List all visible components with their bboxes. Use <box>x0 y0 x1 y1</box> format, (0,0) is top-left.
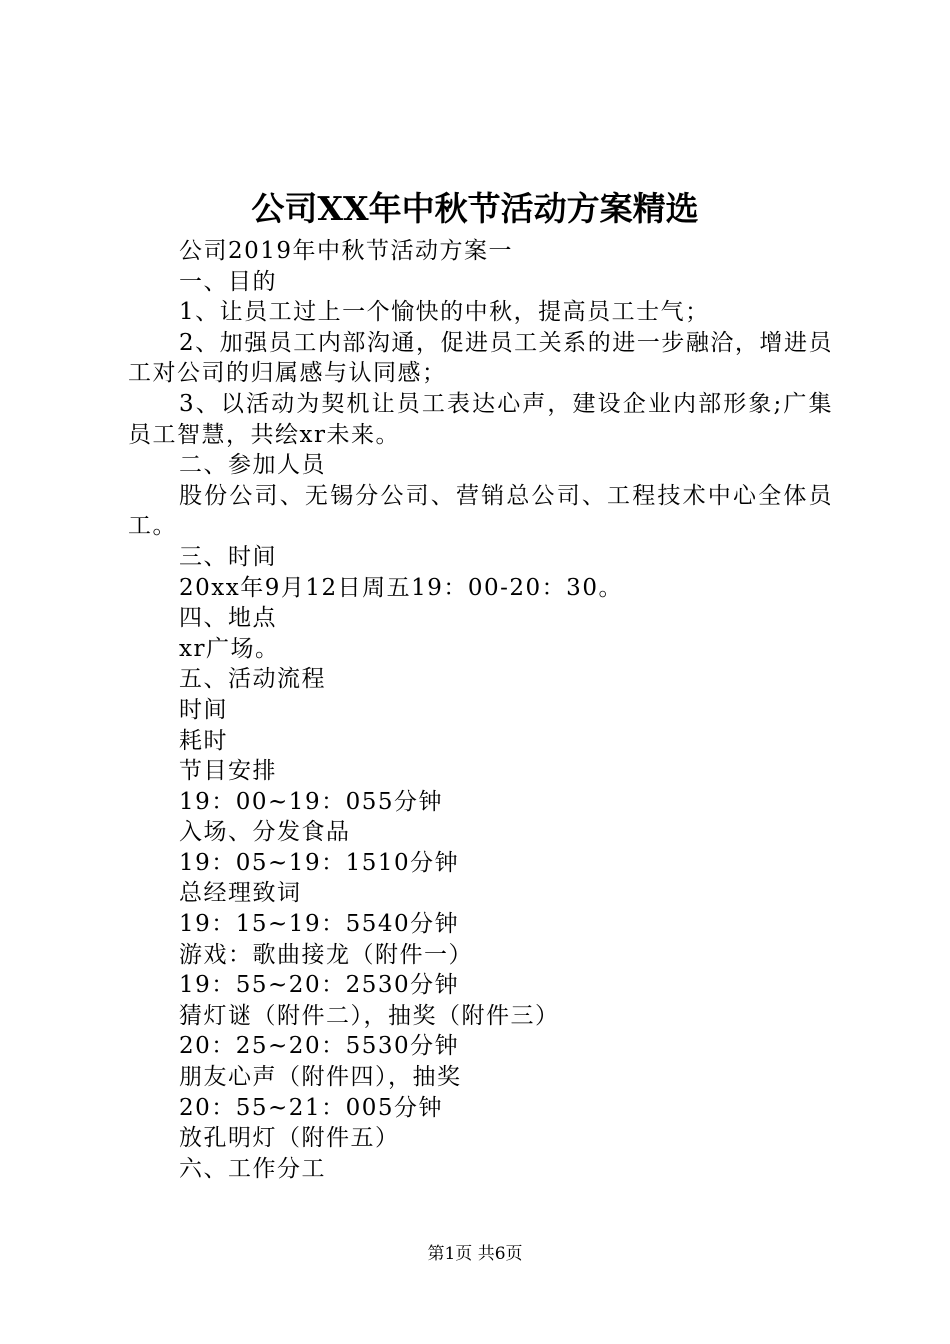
paragraph: xr广场。 <box>179 635 280 662</box>
schedule-line: 放孔明灯（附件五） <box>179 1125 400 1152</box>
section-heading: 三、时间 <box>179 543 277 570</box>
schedule-line: 20：55~21：005分钟 <box>179 1094 443 1121</box>
document-title: 公司XX年中秋节活动方案精选 <box>251 189 699 228</box>
section-heading: 二、参加人员 <box>179 452 326 479</box>
schedule-line: 耗时 <box>179 727 228 754</box>
section-heading: 五、活动流程 <box>179 666 326 693</box>
schedule-line: 19：15~19：5540分钟 <box>179 911 460 938</box>
paragraph: 3、以活动为契机让员工表达心声，建设企业内部形象;广集员工智慧，共绘xr未来。 <box>128 390 833 448</box>
paragraph: 20xx年9月12日周五19：00-20：30。 <box>179 574 623 601</box>
schedule-line: 总经理致词 <box>179 880 302 907</box>
schedule-line: 游戏：歌曲接龙（附件一） <box>179 941 473 968</box>
paragraph: 股份公司、无锡分公司、营销总公司、工程技术中心全体员工。 <box>128 482 833 540</box>
paragraph: 2、加强员工内部沟通，促进员工关系的进一步融洽，增进员工对公司的归属感与认同感； <box>128 329 833 387</box>
page-number-footer: 第1页 共6页 <box>427 1244 523 1264</box>
section-heading: 四、地点 <box>179 605 277 632</box>
paragraph: 1、让员工过上一个愉快的中秋，提高员工士气； <box>179 299 710 326</box>
section-heading: 一、目的 <box>179 268 277 295</box>
schedule-line: 19：55~20：2530分钟 <box>179 972 460 999</box>
schedule-line: 节目安排 <box>179 758 277 785</box>
schedule-line: 19：05~19：1510分钟 <box>179 849 460 876</box>
section-heading: 六、工作分工 <box>179 1155 326 1182</box>
document-body <box>128 236 833 1184</box>
schedule-line: 朋友心声（附件四），抽奖 <box>179 1064 462 1091</box>
schedule-line: 19：00~19：055分钟 <box>179 788 443 815</box>
schedule-line: 时间 <box>179 696 228 723</box>
paragraph: 公司2019年中秋节活动方案一 <box>179 238 514 264</box>
schedule-line: 20：25~20：5530分钟 <box>179 1033 460 1060</box>
schedule-line: 入场、分发食品 <box>179 819 351 846</box>
schedule-line: 猜灯谜（附件二），抽奖（附件三） <box>179 1002 560 1029</box>
